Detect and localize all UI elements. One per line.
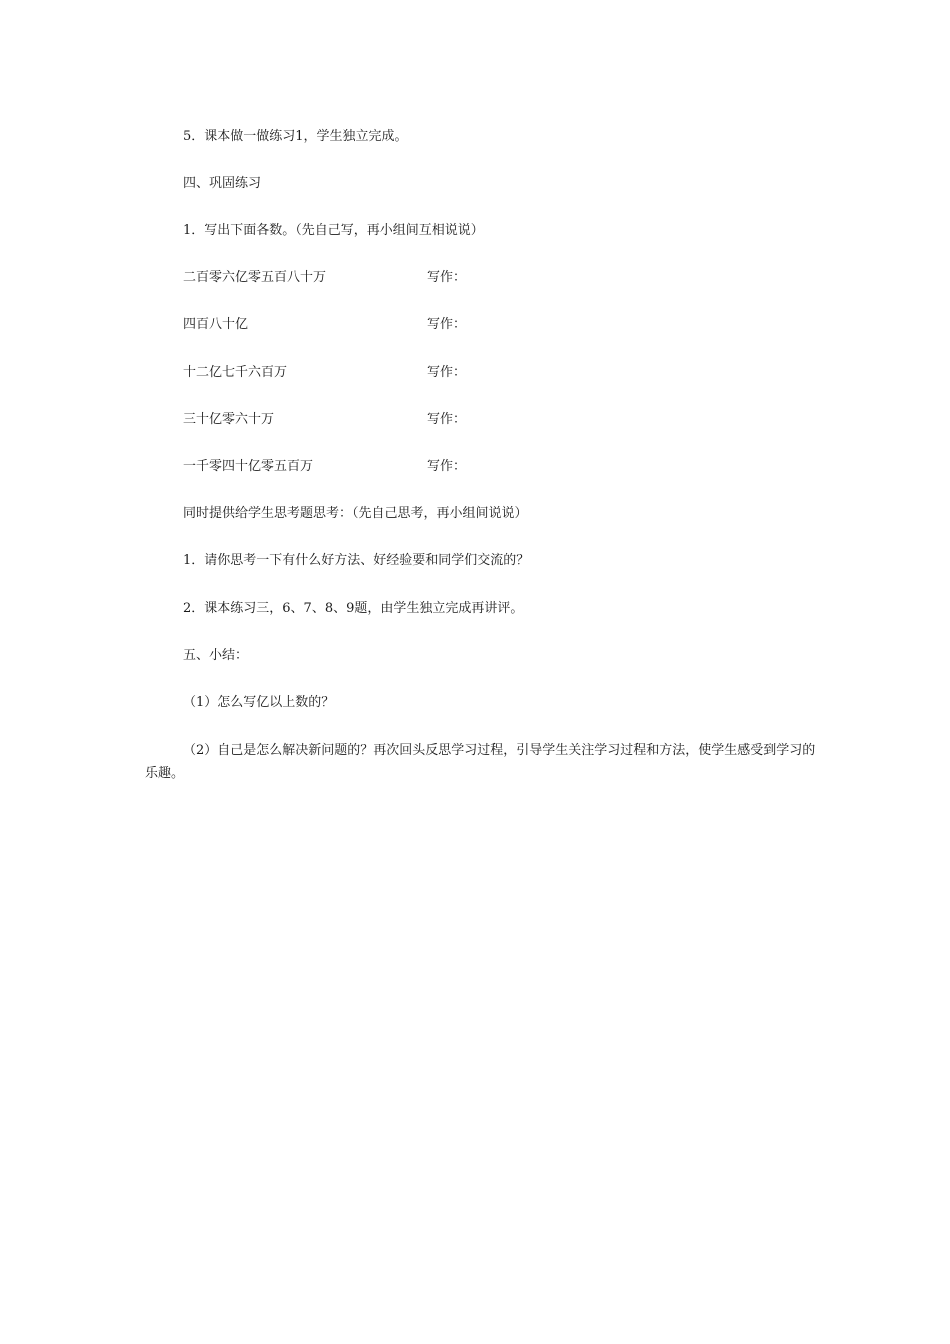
write-as-label: 写作：	[427, 317, 467, 332]
number-in-words: 三十亿零六十万	[183, 412, 275, 427]
write-as-label: 写作：	[427, 365, 467, 380]
item-2-text: 2．课本练习三，6、7、8、9题，由学生独立完成再讲评。	[183, 601, 524, 616]
section-4-heading: 四、巩固练习	[183, 176, 262, 191]
write-as-label: 写作：	[427, 270, 467, 285]
write-as-label: 写作：	[427, 412, 467, 427]
summary-item-1: （1）怎么写亿以上数的？	[183, 695, 335, 710]
item-5-text: 5．课本做一做练习1，学生独立完成。	[183, 129, 408, 144]
exercise-1-instruction: 1．写出下面各数。（先自己写，再小组间互相说说）	[183, 223, 484, 238]
number-in-words: 一千零四十亿零五百万	[183, 459, 314, 474]
summary-item-2: （2）自己是怎么解决新问题的？再次回头反思学习过程，引导学生关注学习过程和方法，使学生感受到学习的乐趣。	[145, 743, 816, 781]
number-in-words: 十二亿七千六百万	[183, 365, 288, 380]
number-in-words: 四百八十亿	[183, 317, 249, 332]
write-as-label: 写作：	[427, 459, 467, 474]
section-5-heading: 五、小结：	[183, 648, 249, 663]
thinking-intro-text: 同时提供给学生思考题思考：（先自己思考，再小组间说说）	[183, 506, 528, 521]
thinking-question-1: 1．请你思考一下有什么好方法、好经验要和同学们交流的？	[183, 553, 530, 568]
number-in-words: 二百零六亿零五百八十万	[183, 270, 327, 285]
